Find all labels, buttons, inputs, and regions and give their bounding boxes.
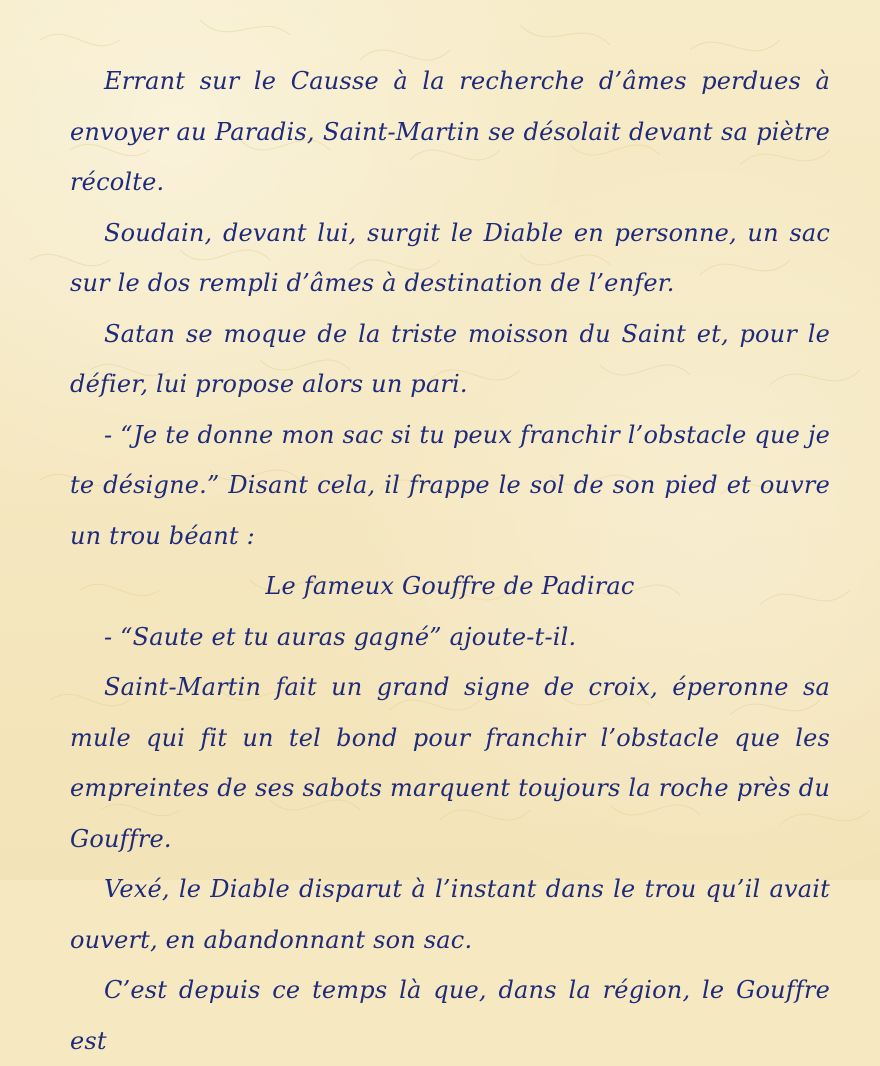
paragraph-3: Satan se moque de la triste moisson du Saint et, pour le défier, lui propose alors un pari. xyxy=(70,319,830,398)
paragraph-6: Saint-Martin fait un grand signe de croix, éperonne sa mule qui fit un tel bond pour franchir l’obstacle que les empreintes de ses sabots marquent toujours la roche près du Gouffre. xyxy=(70,673,830,853)
centered-heading: Le fameux Gouffre de Padirac xyxy=(265,572,635,600)
paragraph-1: Errant sur le Causse à la recherche d’âmes perdues à envoyer au Paradis, Saint-Martin se désolait devant sa piètre récolte. xyxy=(70,67,830,196)
paragraph-4: - “Je te donne mon sac si tu peux franchir l’obstacle que je te désigne.” Disant cela, il frappe le sol de son pied et ouvre un trou béant : xyxy=(70,420,830,550)
paragraph-5: - “Saute et tu auras gagné” ajoute-t-il. xyxy=(104,622,577,651)
paragraph-2: Soudain, devant lui, surgit le Diable en personne, un sac sur le dos rempli d’âmes à destination de l’enfer. xyxy=(70,218,830,297)
paragraph-8: C’est depuis ce temps là que, dans la région, le Gouffre est xyxy=(70,976,830,1055)
story-text xyxy=(70,56,830,1066)
paragraph-7: Vexé, le Diable disparut à l’instant dans le trou qu’il avait ouvert, en abandonnant son sac. xyxy=(70,875,830,954)
